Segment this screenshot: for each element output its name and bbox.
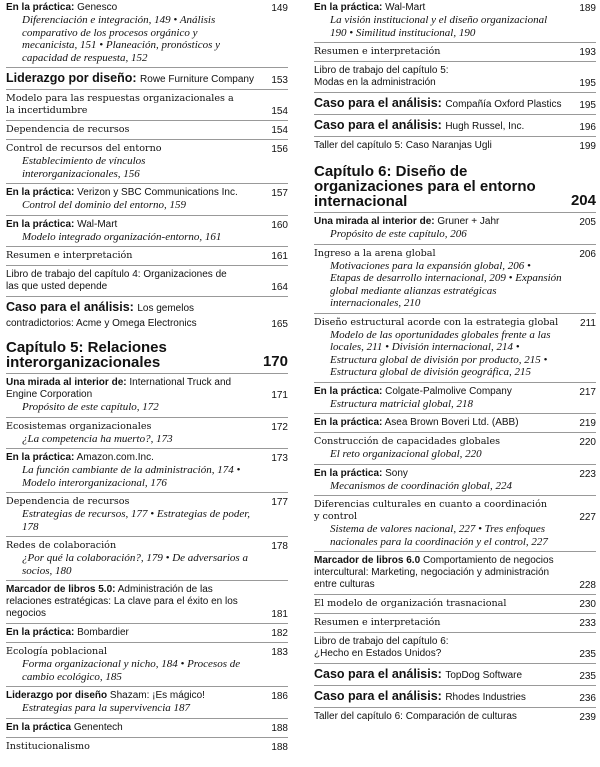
- entry-label: Marcador de libros 6.0: [314, 555, 421, 566]
- entry-text: Ecología poblacional: [6, 646, 108, 657]
- entry-text: Libro de trabajo del capítulo 4: Organizaciones de las que usted depende: [6, 269, 227, 292]
- toc-entry: [314, 216, 596, 241]
- entry-subtopics: Modelo integrado organización-entorno, 161: [22, 230, 222, 243]
- entry-label: En la práctica:: [314, 2, 383, 13]
- page-number: 181: [271, 609, 288, 620]
- entry-text: Taller del capítulo 6: Comparación de culturas: [314, 711, 517, 722]
- divider: [314, 613, 596, 614]
- entry-text: Ingreso a la arena global: [314, 247, 436, 259]
- divider: [6, 89, 288, 90]
- toc-entry: [6, 377, 288, 414]
- toc-entry: [6, 722, 288, 734]
- page-number: 199: [579, 141, 596, 152]
- divider: [314, 707, 596, 708]
- entry-label: Caso para el análisis:: [314, 689, 442, 703]
- entry-text: Institucionalismo: [6, 740, 90, 752]
- entry-label: En la práctica:: [6, 627, 75, 638]
- chapter-title: Capítulo 6: Diseño de organizaciones para el entorno internacional: [314, 163, 536, 210]
- entry-text: Resumen e interpretación: [314, 46, 441, 57]
- page-number: 164: [271, 282, 288, 293]
- page-number: 154: [271, 125, 288, 136]
- divider: [6, 183, 288, 184]
- divider: [314, 432, 596, 433]
- entry-subtopics: ¿Por qué la colaboración?, 179 • De adversarios a socios, 180: [22, 552, 248, 577]
- divider: [314, 61, 596, 62]
- page-number: 188: [271, 741, 288, 753]
- toc-left-column: [6, 2, 288, 753]
- entry-text: TopDog Software: [445, 670, 523, 681]
- toc-entry: [314, 711, 596, 723]
- entry-label: En la práctica:: [314, 467, 383, 479]
- entry-label: Caso para el análisis:: [6, 300, 134, 314]
- page-number: 178: [271, 541, 288, 552]
- entry-text: Gruner + Jahr: [437, 216, 500, 227]
- entry-label: Una mirada al interior de:: [6, 377, 127, 388]
- toc-entry: [6, 219, 288, 244]
- page-number: 193: [579, 47, 596, 58]
- page-number: 217: [579, 386, 596, 398]
- divider: [314, 244, 596, 245]
- toc-entry: [6, 690, 288, 715]
- entry-label: Una mirada al interior de:: [314, 216, 435, 227]
- toc-entry: [6, 496, 288, 533]
- page-number: 227: [579, 512, 596, 523]
- entry-subtopics: Establecimiento de vínculos interorganizacionales, 156: [22, 155, 146, 180]
- entry-subtopics: Propósito de este capítulo, 206: [330, 228, 467, 240]
- entry-label: Caso para el análisis:: [314, 96, 442, 110]
- page-number: 153: [271, 75, 288, 86]
- divider: [314, 42, 596, 43]
- page-number: 189: [579, 3, 596, 14]
- toc-entry: [314, 317, 596, 379]
- page-number: 182: [271, 628, 288, 639]
- divider: [6, 580, 288, 581]
- divider: [6, 265, 288, 266]
- chapter-heading: [314, 164, 596, 209]
- entry-subtopics: Modelo de las oportunidades globales frente a las locales, 211 • División internacional, 214 • Estructura global de división por producto, 215 • Estructura global de división geográfica, 215: [330, 328, 551, 378]
- page-number: 188: [271, 722, 288, 734]
- page-number: 177: [271, 497, 288, 508]
- toc-entry: [6, 71, 288, 86]
- entry-subtopics: Forma organizacional y nicho, 184 • Procesos de cambio ecológico, 185: [22, 658, 241, 683]
- divider: [6, 246, 288, 247]
- entry-subtopics: La función cambiante de la administración, 174 • Modelo interorganizacional, 176: [22, 464, 241, 489]
- entry-text: Asea Brown Boveri Ltd. (ABB): [384, 417, 519, 428]
- page-number: 149: [271, 3, 288, 14]
- toc-entry: [6, 143, 288, 180]
- entry-text: El modelo de organización trasnacional: [314, 598, 507, 609]
- toc-entry: [6, 93, 288, 117]
- page-number: 171: [271, 390, 288, 401]
- page-number: 223: [579, 468, 596, 480]
- page-number: 172: [271, 421, 288, 433]
- entry-subtopics: Estrategias para la supervivencia 187: [22, 702, 191, 714]
- page-number: 236: [579, 693, 596, 704]
- divider: [6, 120, 288, 121]
- divider: [6, 448, 288, 449]
- entry-text: Rhodes Industries: [445, 692, 526, 703]
- divider: [314, 136, 596, 137]
- page-number: 186: [271, 691, 288, 702]
- entry-text: Amazon.com.Inc.: [76, 452, 154, 463]
- toc-entry: [6, 452, 288, 489]
- toc-entry: [6, 269, 288, 293]
- divider: [314, 382, 596, 383]
- entry-text: Compañía Oxford Plastics: [445, 99, 562, 110]
- toc-entry: [314, 689, 596, 704]
- page-number: 228: [579, 580, 596, 591]
- entry-text: Wal-Mart: [77, 218, 118, 230]
- page-number: 195: [579, 100, 596, 111]
- entry-text: Shazam: ¡Es mágico!: [109, 690, 205, 701]
- entry-subtopics: Sistema de valores nacional, 227 • Tres enfoques nacionales para la coordinación y el control, 227: [330, 523, 548, 548]
- entry-text: Wal-Mart: [385, 2, 426, 13]
- entry-text: Colgate-Palmolive Company: [385, 385, 512, 397]
- entry-label: En la práctica:: [6, 187, 75, 198]
- page-number: 165: [271, 319, 288, 330]
- toc-entry: [314, 436, 596, 461]
- entry-subtopics: Estrategias de recursos, 177 • Estrategias de poder, 178: [22, 508, 251, 533]
- toc-entry: [314, 617, 596, 629]
- entry-text: Genesco: [77, 2, 118, 13]
- chapter-title: Capítulo 5: Relaciones interorganizacionales: [6, 339, 167, 371]
- page-number: 233: [579, 618, 596, 629]
- divider: [314, 92, 596, 93]
- entry-text: Control de recursos del entorno: [6, 143, 162, 154]
- page-number: 196: [579, 122, 596, 133]
- divider: [314, 212, 596, 213]
- entry-label: En la práctica:: [314, 385, 383, 397]
- toc-entry: [6, 540, 288, 577]
- entry-text: Redes de colaboración: [6, 540, 117, 551]
- entry-label: Marcador de libros 5.0:: [6, 584, 116, 595]
- entry-text: Dependencia de recursos: [6, 124, 130, 135]
- entry-text: Taller del capítulo 5: Caso Naranjas Ugli: [314, 140, 492, 151]
- divider: [6, 718, 288, 719]
- page-number: 205: [579, 217, 596, 228]
- entry-text: International Truck and Engine Corporation: [6, 377, 232, 400]
- toc-entry: [6, 250, 288, 262]
- entry-subtopics: Diferenciación e integración, 149 • Análisis comparativo de los procesos orgánico y mecanicista, 151 • Planeación, pronósticos y capacidad de respuesta, 152: [22, 14, 221, 64]
- entry-label: En la práctica:: [6, 2, 75, 13]
- toc-entry: [6, 584, 288, 620]
- divider: [314, 114, 596, 115]
- entry-text: Ecosistemas organizacionales: [6, 420, 152, 432]
- chapter-page-number: 204: [570, 192, 596, 209]
- page-number: 235: [579, 671, 596, 682]
- entry-label: Liderazgo por diseño:: [6, 71, 137, 85]
- entry-text: Rowe Furniture Company: [140, 74, 254, 85]
- chapter-heading: [6, 340, 288, 370]
- divider: [314, 663, 596, 664]
- toc-entry: [314, 636, 596, 660]
- page-number: 161: [271, 251, 288, 262]
- entry-text: Diferencias culturales en cuanto a coordinación y control: [314, 499, 548, 522]
- entry-text: Comportamiento de negocios intercultural: Marketing, negociación y administración entre culturas: [314, 555, 554, 590]
- entry-text: Resumen e interpretación: [6, 250, 133, 261]
- toc-entry: [314, 386, 596, 411]
- entry-label: Caso para el análisis:: [314, 667, 442, 681]
- divider: [314, 413, 596, 414]
- toc-entry: [314, 118, 596, 133]
- entry-text: Los gemelos contradictorios: Acme y Omega Electronics: [6, 303, 197, 329]
- page-number: 219: [579, 418, 596, 429]
- toc-entry: [6, 646, 288, 683]
- toc-entry: [6, 741, 288, 753]
- toc-entry: [6, 187, 288, 212]
- divider: [314, 464, 596, 465]
- divider: [6, 139, 288, 140]
- toc-entry: [314, 248, 596, 310]
- page-number: 173: [271, 453, 288, 464]
- divider: [6, 67, 288, 68]
- page-number: 156: [271, 144, 288, 155]
- entry-text: Administración de las relaciones estratégicas: La clave para el éxito en los negocios: [6, 584, 238, 619]
- toc-entry: [6, 421, 288, 446]
- toc-entry: [6, 2, 288, 64]
- divider: [6, 737, 288, 738]
- divider: [314, 632, 596, 633]
- toc-entry: [314, 598, 596, 610]
- entry-label: Liderazgo por diseño: [6, 690, 108, 701]
- entry-subtopics: La visión institucional y el diseño organizacional 190 • Similitud institucional, 190: [330, 14, 548, 39]
- divider: [314, 685, 596, 686]
- entry-text: Hugh Russel, Inc.: [445, 121, 525, 132]
- entry-text: Bombardier: [77, 627, 129, 638]
- page-number: 183: [271, 647, 288, 658]
- page-number: 206: [579, 248, 596, 260]
- toc-entry: [314, 140, 596, 152]
- entry-text: Sony: [385, 467, 408, 479]
- entry-text: Genentech: [73, 721, 123, 733]
- entry-text: Verizon y SBC Communications Inc.: [77, 187, 238, 198]
- entry-text: Dependencia de recursos: [6, 496, 130, 507]
- toc-entry: [314, 499, 596, 548]
- divider: [6, 373, 288, 374]
- toc-entry: [314, 555, 596, 591]
- toc-entry: [6, 300, 288, 330]
- toc-right-column: [314, 2, 596, 723]
- divider: [6, 536, 288, 537]
- page-number: 239: [579, 712, 596, 723]
- page-number: 195: [579, 78, 596, 89]
- page-number: 157: [271, 188, 288, 199]
- divider: [314, 594, 596, 595]
- toc-entry: [314, 46, 596, 58]
- entry-label: En la práctica: [6, 721, 72, 733]
- toc-entry: [314, 417, 596, 429]
- entry-subtopics: Estructura matricial global, 218: [330, 397, 473, 410]
- divider: [314, 495, 596, 496]
- toc-entry: [6, 627, 288, 639]
- toc-entry: [314, 65, 596, 89]
- divider: [6, 642, 288, 643]
- divider: [6, 296, 288, 297]
- divider: [6, 686, 288, 687]
- toc-entry: [314, 2, 596, 39]
- entry-subtopics: ¿La competencia ha muerto?, 173: [22, 432, 173, 445]
- page-number: 230: [579, 599, 596, 610]
- entry-subtopics: Propósito de este capítulo, 172: [22, 401, 159, 413]
- entry-label: En la práctica:: [314, 417, 383, 428]
- divider: [314, 313, 596, 314]
- divider: [314, 551, 596, 552]
- page-number: 220: [579, 437, 596, 448]
- entry-label: En la práctica:: [6, 452, 75, 463]
- divider: [6, 492, 288, 493]
- entry-subtopics: Motivaciones para la expansión global, 206 • Etapas de desarrollo internacional, 209 • Expansión global mediante alianzas estratégicas internacionales, 210: [330, 259, 562, 309]
- entry-text: Libro de trabajo del capítulo 6: ¿Hecho en Estados Unidos?: [314, 636, 449, 659]
- entry-subtopics: Mecanismos de coordinación global, 224: [330, 479, 512, 492]
- page-number: 154: [271, 106, 288, 117]
- page-number: 160: [271, 219, 288, 231]
- divider: [6, 417, 288, 418]
- divider: [6, 215, 288, 216]
- entry-label: En la práctica:: [6, 218, 75, 230]
- toc-entry: [314, 667, 596, 682]
- chapter-page-number: 170: [262, 353, 288, 370]
- toc-entry: [314, 468, 596, 493]
- entry-text: Diseño estructural acorde con la estrategia global: [314, 316, 559, 328]
- toc-entry: [314, 96, 596, 111]
- entry-text: Resumen e interpretación: [314, 617, 441, 628]
- entry-subtopics: El reto organizacional global, 220: [330, 448, 482, 460]
- page-number: 211: [580, 317, 596, 329]
- page-number: 235: [579, 649, 596, 660]
- entry-text: Construcción de capacidades globales: [314, 436, 501, 447]
- entry-text: Libro de trabajo del capítulo 5: Modas en la administración: [314, 65, 449, 88]
- entry-label: Caso para el análisis:: [314, 118, 442, 132]
- entry-text: Modelo para las respuestas organizacionales a la incertidumbre: [6, 93, 234, 116]
- toc-entry: [6, 124, 288, 136]
- entry-subtopics: Control del dominio del entorno, 159: [22, 199, 186, 211]
- divider: [6, 623, 288, 624]
